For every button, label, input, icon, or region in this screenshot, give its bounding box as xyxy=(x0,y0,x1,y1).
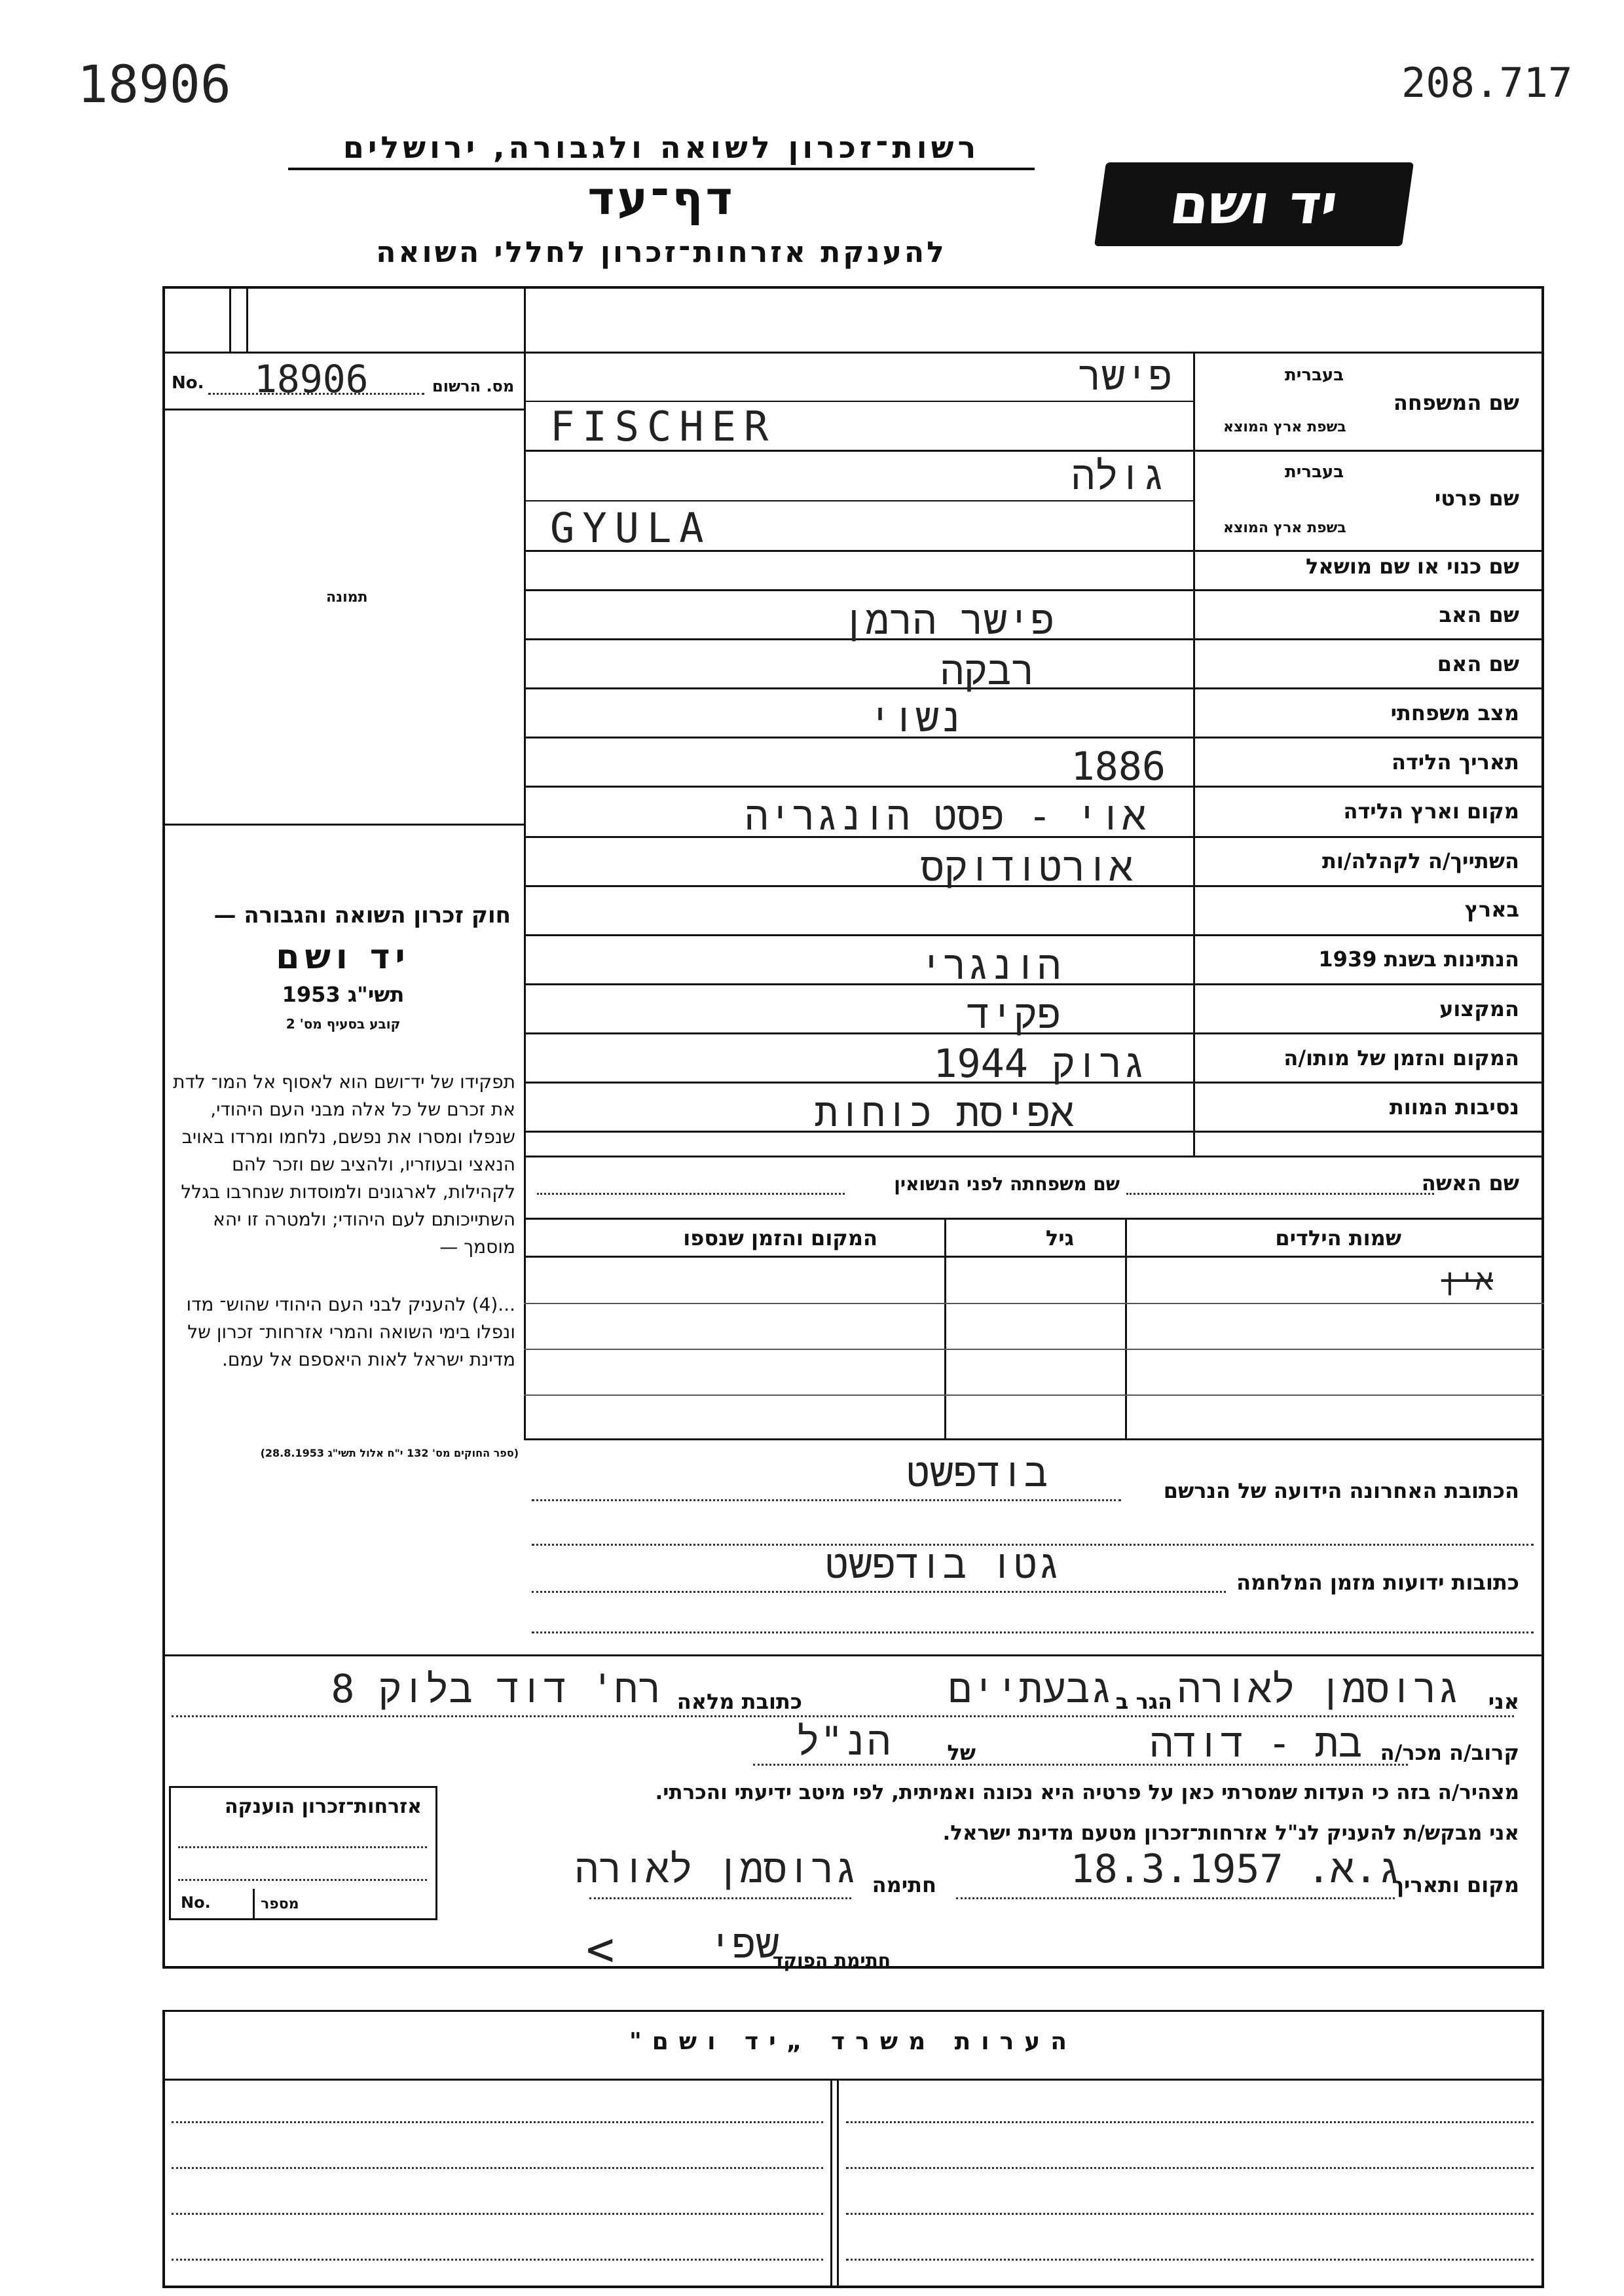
clerk-mark: < xyxy=(586,1922,615,1977)
photo-bottom-line xyxy=(162,824,524,826)
label-clerk-signature: חתימת הפוקד xyxy=(772,1950,891,1971)
label-resides: הגר ב xyxy=(1115,1689,1172,1714)
top-strip-tick-2 xyxy=(246,286,248,352)
children-col-place: המקום והזמן שנספו xyxy=(683,1226,877,1250)
value-clerk-signature: שפי xyxy=(708,1922,779,1967)
label-first-origin: בשפת ארץ המוצא xyxy=(1223,520,1346,536)
label-death: המקום והזמן של מותו/ה xyxy=(1283,1046,1519,1070)
declarant-statement-1: מצהיר/ה בזה כי העדות שמסרתי כאן על פרטיה היא נכונה ואמיתית, לפי מיטב ידיעתי והכרתי. xyxy=(655,1781,1519,1804)
wife-top-line xyxy=(524,1156,1544,1157)
row-line-marital xyxy=(524,737,1544,738)
war-address-extra-dots xyxy=(532,1631,1534,1633)
header-subtitle: להענקת אזרחות־זכרון לחללי השואה xyxy=(376,236,947,269)
header-authority: רשות־זכרון לשואה ולגבורה, ירושלים xyxy=(288,130,1035,170)
value-mother: רבקה xyxy=(940,648,1035,694)
certificate-number-label: מספר xyxy=(261,1896,299,1912)
addresses-top-line xyxy=(524,1438,1544,1440)
label-column-divider xyxy=(1193,352,1195,1156)
label-last-address: הכתובת האחרונה הידועה של הנרשם xyxy=(1163,1478,1519,1503)
children-header-line xyxy=(524,1256,1544,1258)
declarant-dots-2 xyxy=(753,1764,1408,1766)
value-resides: גבעתיים xyxy=(948,1666,1113,1712)
value-relation: בת - דודה xyxy=(1149,1721,1362,1766)
value-signature: גרוסמן לאורה xyxy=(574,1846,858,1892)
place-date-dots xyxy=(956,1897,1395,1899)
law-name: יד ושם xyxy=(276,938,411,977)
value-place-date: ג.א. 18.3.1957 xyxy=(1070,1846,1401,1892)
page-title: דף־עד xyxy=(587,172,735,225)
value-profession: פקיד xyxy=(966,992,1061,1038)
declarant-dots-1 xyxy=(172,1715,1514,1717)
children-row-line-3 xyxy=(524,1394,1544,1396)
label-citizenship: הנתינות בשנת 1939 xyxy=(1318,947,1519,972)
logo-text: יד ושם xyxy=(1166,172,1342,236)
label-of: של xyxy=(947,1740,976,1765)
declarant-top-line xyxy=(162,1654,1544,1656)
children-col-age: גיל xyxy=(1045,1226,1074,1250)
certificate-dots-1 xyxy=(178,1846,427,1848)
top-strip-tick-1 xyxy=(229,286,231,352)
war-address-dots xyxy=(532,1591,1226,1593)
label-marital: מצב משפחתי xyxy=(1390,701,1519,725)
top-strip-line xyxy=(162,352,1544,354)
value-pob: אוי - פסט הונגריה xyxy=(745,793,1146,839)
registration-line xyxy=(162,409,524,410)
certificate-no-divider xyxy=(253,1889,255,1918)
label-pob: מקום וארץ הלידה xyxy=(1343,799,1519,824)
value-declarant-name: גרוסמן לאורה xyxy=(1177,1666,1460,1712)
value-of: הנ"ל xyxy=(796,1719,891,1764)
law-year: תשי"ג 1953 xyxy=(282,982,405,1007)
label-war-address: כתובות ידועות מזמן המלחמה xyxy=(1236,1570,1519,1595)
children-row-line-2 xyxy=(524,1349,1544,1350)
label-cause: נסיבות המוות xyxy=(1389,1095,1519,1120)
value-full-address: רח' דוד בלוק 8 xyxy=(331,1666,661,1712)
wife-dots xyxy=(1126,1193,1434,1195)
label-family-origin: בשפת ארץ המוצא xyxy=(1223,419,1346,435)
label-dob: תאריך הלידה xyxy=(1391,750,1519,774)
value-first-hebrew: גולה xyxy=(1071,453,1166,499)
label-relation: קרוב/ה מכר/ה xyxy=(1380,1740,1519,1765)
label-place-date: מקום ותאריך xyxy=(1392,1872,1519,1897)
left-column-divider xyxy=(524,286,526,1438)
label-profession: המקצוע xyxy=(1439,996,1519,1021)
children-top-line xyxy=(524,1218,1544,1220)
label-full-address: כתובת מלאה xyxy=(676,1689,802,1714)
label-first-hebrew: בעברית xyxy=(1285,462,1344,482)
label-signature: חתימה xyxy=(872,1872,936,1897)
row-line-nickname xyxy=(524,589,1544,591)
certificate-title: אזרחות־זכרון הוענקה xyxy=(224,1795,422,1818)
wife-maiden-dots xyxy=(537,1193,845,1195)
photo-label: תמונה xyxy=(326,589,368,606)
label-wife: שם האשה xyxy=(1421,1171,1519,1195)
value-death: גרוק 1944 xyxy=(933,1041,1146,1087)
row-line-country xyxy=(524,934,1544,936)
label-nickname: שם כנוי או שם מושאל xyxy=(1305,554,1519,579)
label-family-hebrew: בעברית xyxy=(1285,365,1344,385)
declarant-statement-2: אני מבקש/ת להעניק לנ"ל אזרחות־זכרון מטעם מדינת ישראל. xyxy=(942,1821,1519,1845)
label-wife-maiden: שם משפחתה לפני הנשואין xyxy=(894,1173,1120,1195)
law-title: חוק זכרון השואה והגבורה — xyxy=(213,902,511,928)
label-first-name: שם פרטי xyxy=(1434,486,1519,511)
last-address-dots xyxy=(532,1499,1121,1501)
children-crossed-entry: אין xyxy=(1441,1264,1493,1297)
registration-number: 18906 xyxy=(254,357,369,401)
label-family-name: שם המשפחה xyxy=(1393,390,1519,415)
certificate-dots-2 xyxy=(178,1879,427,1881)
law-clause: קובע בסעיף מס' 2 xyxy=(286,1016,401,1032)
value-citizenship: הונגרי xyxy=(919,943,1061,989)
children-row-line-1 xyxy=(524,1303,1544,1304)
value-dob: 1886 xyxy=(1071,744,1166,790)
value-family-origin: FISCHER xyxy=(550,403,777,450)
children-col-names: שמות הילדים xyxy=(1275,1226,1401,1250)
remarks-frame xyxy=(162,2010,1544,2288)
value-family-hebrew: פישר xyxy=(1077,354,1172,399)
label-ani: אני xyxy=(1488,1689,1519,1714)
corner-number-right: 208.717 xyxy=(1401,59,1573,107)
label-country: בארץ xyxy=(1464,897,1519,922)
value-war-address: גטו בודפשט xyxy=(824,1542,1061,1588)
children-divider-2 xyxy=(1125,1218,1127,1438)
row-line-dob xyxy=(524,786,1544,788)
value-community: אורטודוקס xyxy=(920,845,1133,890)
value-first-origin: GYULA xyxy=(550,504,712,552)
law-reference: (ספר החוקים מס' 132 י"ח אלול תשי"ג 28.8.1953) xyxy=(260,1447,519,1459)
value-last-address: בודפשט xyxy=(906,1450,1048,1496)
remarks-title: הערות משרד „יד ושם" xyxy=(629,2028,1078,2055)
registration-label-he: מס. הרשום xyxy=(432,377,515,395)
yad-vashem-logo xyxy=(1094,162,1414,246)
label-community: השתייך/ה לקהלה/ות xyxy=(1321,848,1519,873)
certificate-no: No. xyxy=(181,1893,211,1912)
value-marital: נשוי xyxy=(868,695,963,741)
signature-dots xyxy=(589,1897,851,1899)
corner-number-left: 18906 xyxy=(77,56,231,115)
label-mother: שם האם xyxy=(1437,651,1519,676)
value-cause: אפיסת כוחות xyxy=(814,1090,1074,1136)
registration-no-label: No. xyxy=(172,373,204,393)
value-father: פישר הרמן xyxy=(841,598,1054,644)
children-divider-1 xyxy=(944,1218,946,1438)
law-paragraph-1: תפקידו של יד־ושם הוא לאסוף אל המו־ לדת את זכרם של כל אלה מבני העם היהודי, שנפלו ומסרו את נפשם, נלחמו ומרדו באויב הנאצי ובעוזריו, ולהציב שם וזכר להם לקהילות, לארגונים ולמוסדות שנחרבו בגלל השתייכותם לעם היהודי; ולמטרה זו יהא מוסמך — xyxy=(173,1071,515,1258)
label-father: שם האב xyxy=(1439,602,1519,627)
law-paragraph-2: ...(4) להעניק לבני העם היהודי שהוש־ מדו ונפלו בימי השואה והמרי אזרחות־ זכרון של מדינת ישראל לאות היאספם אל עמם. xyxy=(186,1294,515,1370)
